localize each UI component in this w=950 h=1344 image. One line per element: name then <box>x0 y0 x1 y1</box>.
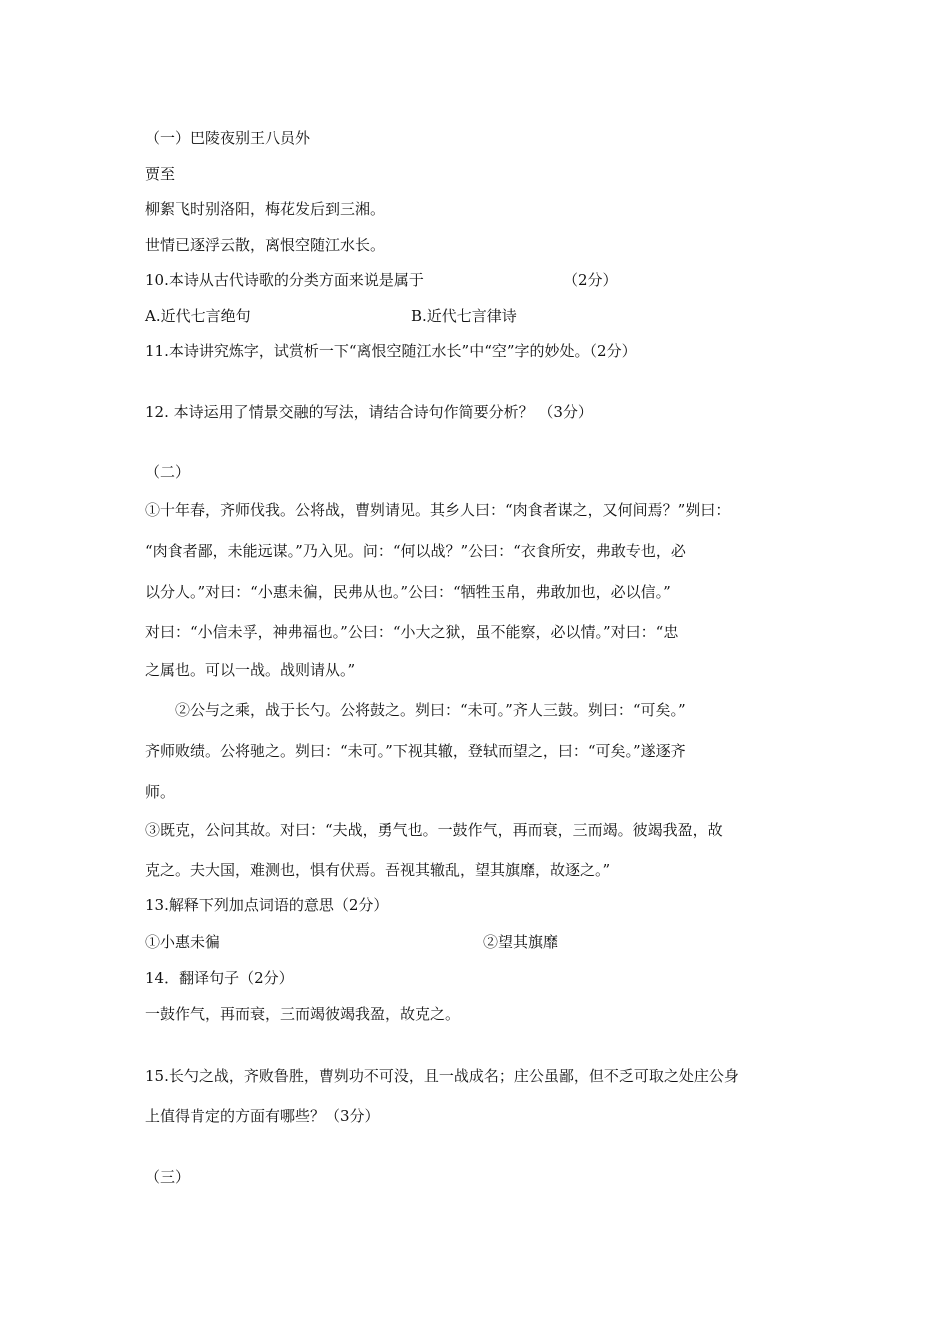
passage-2-line: ②公与之乘，战于长勺。公将鼓之。刿曰：“未可。”齐人三鼓。刿曰：“可矣。” <box>145 701 686 719</box>
passage-3-heading: （三） <box>145 1168 191 1186</box>
passage-2-line: 以分人。”对曰：“小惠未徧，民弗从也。”公曰：“牺牲玉帛，弗敢加也，必以信。” <box>145 583 671 601</box>
passage-2-line: ③既克，公问其故。对曰：“夫战，勇气也。一鼓作气，再而衰，三而竭。彼竭我盈，故 <box>145 821 723 839</box>
passage-2-line: “肉食者鄙，未能远谋。”乃入见。问：“何以战？”公曰：“衣食所安，弗敢专也，必 <box>145 542 686 560</box>
passage-2-line: ①十年春，齐师伐我。公将战，曹刿请见。其乡人曰：“肉食者谋之，又何间焉？”刿曰： <box>145 501 731 519</box>
poem-author: 贾至 <box>145 165 176 183</box>
passage-2-line: 对曰：“小信未孚，神弗福也。”公曰：“小大之狱，虽不能察，必以情。”对曰：“忠 <box>145 623 679 641</box>
question-10 <box>145 270 618 290</box>
passage-2-line: 克之。夫大国，难测也，惧有伏焉。吾视其辙乱，望其旗靡，故逐之。” <box>145 861 611 879</box>
passage-2-line: 师。 <box>145 783 176 801</box>
poem-heading: （一）巴陵夜别王八员外 <box>145 129 311 147</box>
question-13-item-2: ②望其旗靡 <box>483 933 559 951</box>
passage-2-heading: （二） <box>145 463 191 481</box>
question-14: 14．翻译句子（2分） <box>145 969 294 987</box>
poem-line-2: 世情已逐浮云散，离恨空随江水长。 <box>145 236 386 254</box>
poem-line-1: 柳絮飞时别洛阳，梅花发后到三湘。 <box>145 200 386 218</box>
question-10-text: 10.本诗从古代诗歌的分类方面来说是属于 <box>145 271 424 289</box>
question-10-score: （2分） <box>563 271 618 289</box>
question-13-item-1: ①小惠未徧 <box>145 933 221 951</box>
question-13: 13.解释下列加点词语的意思（2分） <box>145 896 389 914</box>
option-b: B.近代七言律诗 <box>411 307 517 325</box>
question-15-line-2: 上值得肯定的方面有哪些？（3分） <box>145 1107 380 1125</box>
question-12: 12. 本诗运用了情景交融的写法，请结合诗句作简要分析？ （3分） <box>145 403 593 421</box>
question-14-sentence: 一鼓作气，再而衰，三而竭彼竭我盈，故克之。 <box>145 1005 461 1023</box>
passage-2-line: 齐师败绩。公将驰之。刿曰：“未可。”下视其辙，登轼而望之，曰：“可矣。”遂逐齐 <box>145 742 686 760</box>
option-a: A.近代七言绝句 <box>145 307 251 325</box>
question-15-line-1: 15.长勺之战，齐败鲁胜，曹刿功不可没，且一战成名；庄公虽鄙，但不乏可取之处庄公身 <box>145 1067 739 1085</box>
question-11: 11.本诗讲究炼字，试赏析一下“离恨空随江水长”中“空”字的妙处。（2分） <box>145 342 637 360</box>
passage-2-line: 之属也。可以一战。战则请从。” <box>145 661 356 679</box>
